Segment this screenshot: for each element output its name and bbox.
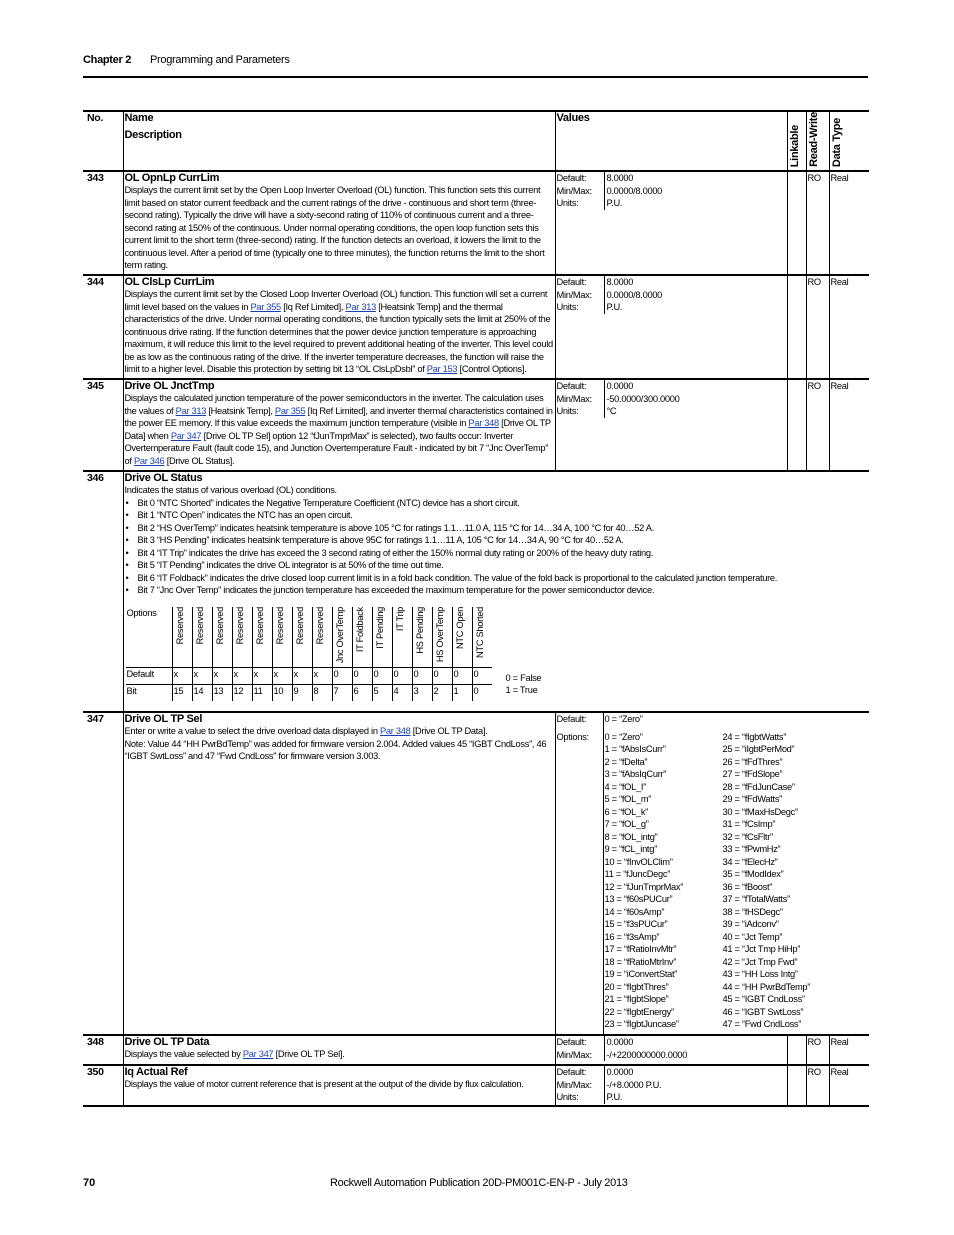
param-linkable (787, 1035, 806, 1065)
bit-name: Reserved (274, 606, 285, 645)
bit-legend: 0 = False 1 = True (505, 672, 542, 696)
param-options (603, 712, 869, 1035)
link-par-313[interactable]: Par 313 (345, 301, 376, 312)
col-values: Values (555, 111, 787, 171)
default-row: Default x x x x x x x x 0 0 0 0 0 0 0 0 (126, 667, 492, 684)
bit-name: IT Pending (374, 606, 385, 649)
param-data-type: Real (829, 1065, 869, 1106)
bit-descriptions (125, 497, 869, 597)
param-number: 347 (83, 712, 123, 1035)
param-name: Drive OL Status (124, 472, 203, 485)
param-values: Default: 8.0000 Min/Max: 0.0000/8.0000 Units: P.U. (555, 171, 787, 275)
param-read-write: RO (806, 1035, 829, 1065)
bit-name: Reserved (234, 606, 245, 645)
table-header-row (83, 111, 869, 171)
param-read-write: RO (806, 275, 829, 379)
bit-name: Reserved (294, 606, 305, 645)
param-row-347 (83, 712, 869, 1035)
section-title: Programming and Parameters (150, 54, 290, 66)
param-data-type: Real (829, 171, 869, 275)
param-row-343 (83, 171, 869, 275)
param-values: Default: 8.0000 Min/Max: 0.0000/8.0000 Units: P.U. (555, 275, 787, 379)
bit-name: Reserved (174, 606, 185, 645)
page-number: 70 (83, 1177, 96, 1189)
list-item: • Bit 5 “IT Pending” indicates the drive OL integrator is at 50% of the time out time. (125, 559, 869, 572)
col-no: No. (83, 111, 123, 171)
link-par-355[interactable]: Par 355 (274, 405, 306, 416)
options-label: Options (126, 607, 157, 618)
param-name: Iq Actual Ref (124, 1066, 188, 1079)
param-row-346 (83, 471, 869, 712)
param-description: Displays the current limit set by the Open Loop Inverter Overload (OL) function. This function sets this current limit based on stator current feedback and the current ratings of the drive - continuous and short term (three-second rating). Typically the drive will have a sixty-second rating of 110% of continuous current and a three-second rating at 150% of the continuous. Under normal operating conditions, the open loop function sets this current limit to the short term (three-second) rating. If the function detects an overload, it lowers the limit to the continuous level. After a period of time (typically one to three minutes), the function returns the limit to the short term rating. (124, 185, 545, 271)
param-value-labels: Default: Options: (555, 712, 603, 1035)
bit-name: HS OverTemp (434, 606, 445, 662)
link-par-355[interactable]: Par 355 (250, 301, 281, 312)
bit-name: Jnc OverTemp (334, 606, 345, 664)
param-number: 348 (83, 1035, 123, 1065)
param-row-348 (83, 1035, 869, 1065)
list-item: • Bit 0 “NTC Shorted” indicates the Negative Temperature Coefficient (NTC) device has a short circuit. (125, 497, 869, 510)
bit-name: Reserved (314, 606, 325, 645)
param-cell: Drive OL JnctTmp Displays the calculated junction temperature of the power semiconductors in the inverter. The calculation uses the values of Par 313 [Heatsink Temp], Par 355 [Iq Ref Limited], and inverter thermal characteristics contained in the power EE memory. If this value exceeds the maximum junction temperature (visible in Par 348 [Drive OL TP Data] when Par 347 [Drive OL TP Sel] option 12 “fJunTmprMax” is selected), two faults occur: Inverter Overtemperature Fault (fault code 15), and Junction Overtemperature Fault - indicated by bit 7 “Jnc OverTemp” of Par 346 [Drive OL Status]. (123, 379, 555, 471)
param-cell: OL ClsLp CurrLim Displays the current limit set by the Closed Loop Inverter Overload (OL) function. This function will set a current limit level based on the values in Par 355 [Iq Ref Limited], Par 313 [Heatsink Temp] and the thermal characteristics of the drive. Under normal operating conditions, the function typically sets the limit at 250% of the continuous drive rating. If the function determines that the power device junction temperature is approaching maximum, it will reduce this limit to the level required to prevent additional heating of the inverter. This level could be as low as the continuous rating of the drive. If the inverter temperature decreases, the function will raise the limit to a higher level. Disable this protection by setting bit 13 “OL ClsLpDsbl” of Par 153 [Control Options]. (123, 275, 555, 379)
param-data-type: Real (829, 379, 869, 471)
list-item: • Bit 4 “IT Trip” indicates the drive has exceed the 3 second rating of either the 150% normal duty rating or 200% of the heavy duty rating. (125, 547, 869, 560)
parameter-table (83, 110, 869, 1107)
param-name: Drive OL TP Data (124, 1036, 210, 1049)
bit-name: NTC Shorted (474, 606, 485, 658)
param-number: 350 (83, 1065, 123, 1106)
page-footer (83, 1177, 868, 1193)
bit-name: IT Foldback (354, 606, 365, 652)
param-description: Displays the value of motor current reference that is present at the output of the divide by flux calculation. (124, 1079, 524, 1090)
link-par-313[interactable]: Par 313 (175, 405, 207, 416)
param-row-350 (83, 1065, 869, 1106)
param-name: Drive OL JnctTmp (124, 380, 215, 393)
link-par-347[interactable]: Par 347 (170, 430, 202, 441)
link-par-348[interactable]: Par 348 (379, 726, 411, 737)
param-linkable (787, 1065, 806, 1106)
chapter-label: Chapter 2 (83, 54, 132, 66)
publication-info: Rockwell Automation Publication 20D-PM001C-EN-P - July 2013 (330, 1177, 628, 1189)
link-par-347[interactable]: Par 347 (242, 1049, 274, 1060)
list-item: • Bit 6 “IT Foldback” indicates the drive closed loop current limit is in a fold back condition. The value of the fold back is proportional to the calculated junction temperature. (125, 572, 869, 585)
param-data-type: Real (829, 275, 869, 379)
bit-options-table (126, 607, 492, 701)
bit-name: Reserved (214, 606, 225, 645)
bit-name: Reserved (254, 606, 265, 645)
list-item: • Bit 2 “HS OverTemp” indicates heatsink temperature is above 105 °C for ratings 1.1…11.0 A, 115 °C for 14…34 A, 100 °C for 40…52 A. (125, 522, 869, 535)
col-name-description (123, 111, 555, 171)
col-linkable: Linkable (787, 111, 806, 171)
link-par-348[interactable]: Par 348 (468, 418, 499, 429)
param-values: Default: 0.0000 Min/Max: -/+2200000000.0000 (555, 1035, 787, 1065)
bit-name: IT Trip (394, 606, 405, 631)
param-number: 346 (83, 471, 123, 712)
param-values: Default: 0.0000 Min/Max: -50.0000/300.0000 Units: °C (555, 379, 787, 471)
param-number: 343 (83, 171, 123, 275)
param-cell (123, 471, 869, 712)
param-cell: Drive OL TP Data Displays the value selected by Par 347 [Drive OL TP Sel]. (123, 1035, 555, 1065)
options-list: 0 = “Zero” 24 = “fIgbtWatts” 1 = “fAbsIsCurr” 25 = “iIgbtPerMod” 2 = “fDelta” 26 = “fFdThres” 3 = “fAbsIqCurr” 27 = “fFdSlope” 4 = “fOL_I” 28 = “fFdJunCase” 5 = “fOL_m” 29 = “fFdWatts” 6 = “fOL_k” 30 = “fMaxHsDegc” 7 = “fOL_g” 31 = “fCsImp” 8 = “fOL_intg” 32 = “fCsFltr” 9 = “fCL_intg” 33 = “fPwmHz” 10 = “fInvOLClim” 34 = “fElecHz” 11 = “fJuncDegc” 35 = “fModIdex” 12 = “fJunTmprMax” 36 = “fBoost” 13 = “f60sPUCur” 37 = “fTotalWatts” 14 = “f60sAmp” 38 = “fHSDegc” 15 = “f3sPUCur” 39 = “iAdconv” 16 = “f3sAmp” 40 = “Jct Temp” 17 = “fRatioInvMtr” 41 = “Jct Tmp HiHp” 18 = “fRatioMtrInv” 42 = “Jct Tmp Fwd” 19 = “iConvertStat” 43 = “HH Loss Intg” 20 = “fIgbtThres” 44 = “HH PwrBdTemp” 21 = “fIgbtSlope” 45 = “IGBT CndLoss” 22 = “fIgbtEnergy” 46 = “IGBT SwtLoss” 23 = “fIgbtJuncase” 47 = “Fwd CndLoss” (604, 731, 811, 1030)
bit-name: HS Pending (414, 606, 425, 654)
param-linkable (787, 275, 806, 379)
param-values: Default: 0.0000 Min/Max: -/+8.0000 P.U. Units: P.U. (555, 1065, 787, 1106)
param-linkable (787, 171, 806, 275)
param-read-write: RO (806, 171, 829, 275)
param-read-write: RO (806, 379, 829, 471)
link-par-346[interactable]: Par 346 (133, 455, 165, 466)
param-note: Note: Value 44 “HH PwrBdTemp” was added for firmware version 2.004. Added values 45 “IGBT CndLoss”, 46 “IGBT SwtLoss” and 47 “Fwd CndLoss” for firmware version 3.003. (124, 738, 547, 762)
param-cell: Drive OL TP Sel Enter or write a value to select the drive overload data displayed in Par 348 [Drive OL TP Data]. Note: Value 44 “HH PwrBdTemp” was added for firmware version 2.004. Added values 45 “IGBT CndLoss”, 46 “IGBT SwtLoss” and 47 “Fwd CndLoss” for firmware version 3.003. (123, 712, 555, 1035)
list-item: • Bit 7 “Jnc Over Temp” indicates the junction temperature has exceeded the maximum temperature for the power semiconductor device. (125, 584, 869, 597)
param-name: OL OpnLp CurrLim (124, 172, 220, 185)
param-name: Drive OL TP Sel (124, 713, 203, 726)
bit-name: NTC Open (454, 606, 465, 649)
bit-row: Bit 15 14 13 12 11 10 9 8 7 6 5 4 3 2 1 0 (126, 684, 492, 701)
list-item: • Bit 3 “HS Pending” indicates heatsink temperature is above 95C for ratings 1.1…11 A, 105 °C for 14…34 A, 90 °C for 40…52 A. (125, 534, 869, 547)
default-value: 0 = “Zero” (604, 714, 643, 725)
param-name: OL ClsLp CurrLim (124, 276, 215, 289)
list-item: • Bit 1 “NTC Open” indicates the NTC has an open circuit. (125, 509, 869, 522)
param-description: Indicates the status of various overload (OL) conditions. (124, 485, 337, 496)
col-description: Description (124, 128, 182, 141)
link-par-153[interactable]: Par 153 (426, 364, 458, 375)
param-cell (123, 1065, 555, 1106)
bit-name: Reserved (194, 606, 205, 645)
col-data-type: Data Type (829, 111, 869, 171)
param-row-345 (83, 379, 869, 471)
param-row-344 (83, 275, 869, 379)
col-read-write: Read-Write (806, 111, 829, 171)
page-header (83, 54, 868, 78)
param-number: 345 (83, 379, 123, 471)
param-number: 344 (83, 275, 123, 379)
param-read-write: RO (806, 1065, 829, 1106)
param-cell (123, 171, 555, 275)
col-name: Name (124, 112, 154, 124)
param-data-type: Real (829, 1035, 869, 1065)
param-linkable (787, 379, 806, 471)
